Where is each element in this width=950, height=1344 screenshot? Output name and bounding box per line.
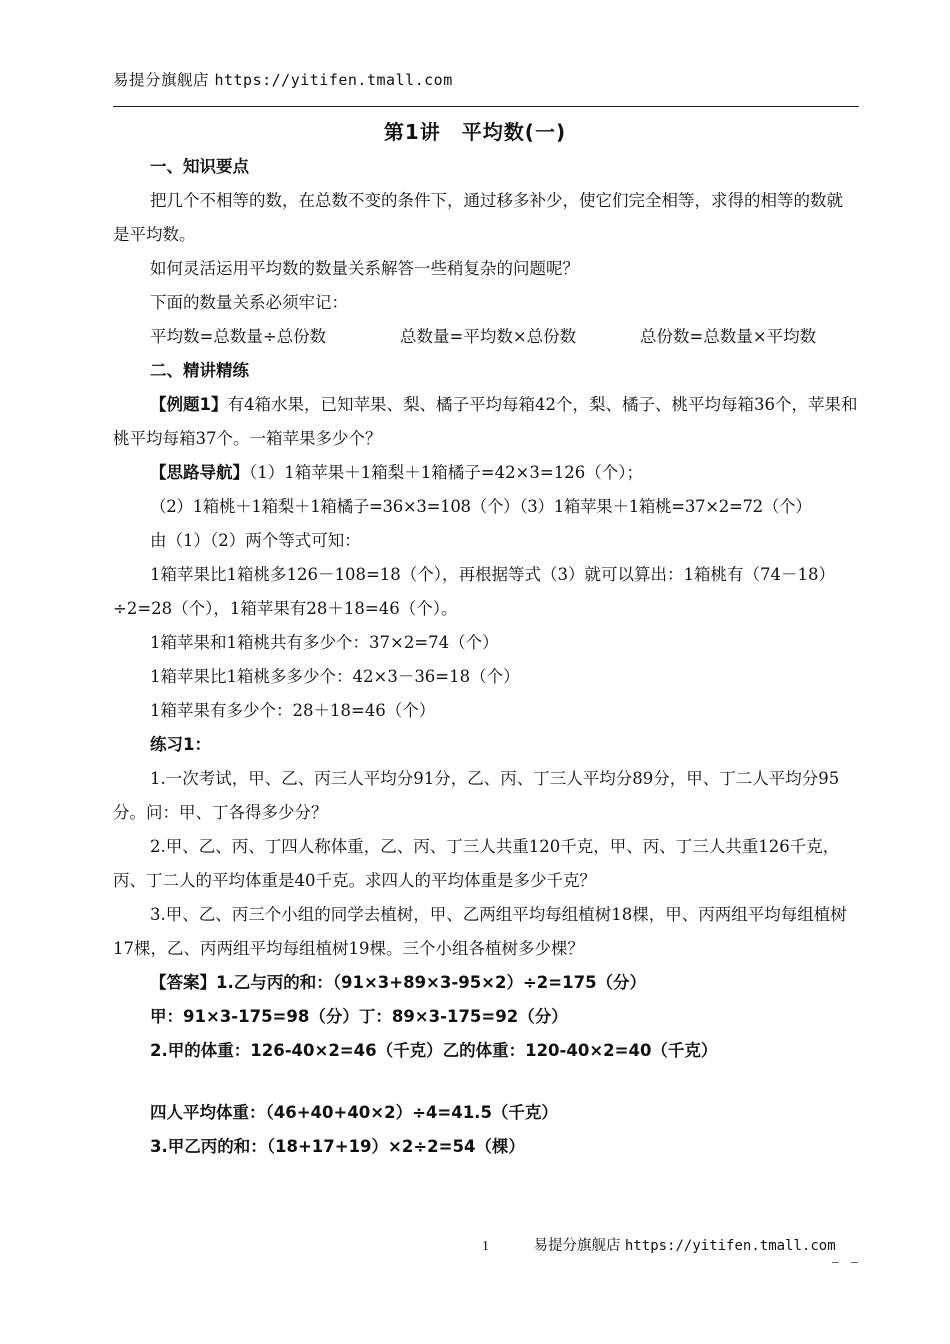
answer-label: 【答案】 [150, 973, 216, 992]
footer-mark-left [832, 1262, 839, 1263]
blank-line [113, 1068, 859, 1096]
answer-line-3: 2.甲的体重：126-40×2=46（千克）乙的体重：120-40×2=40（千克） [150, 1041, 718, 1060]
answer-line-2: 甲：91×3-175=98（分）丁：89×3-175=92（分） [150, 1007, 568, 1026]
guide-line-6: 1箱苹果比1箱桃多多少个：42×3－36=18（个） [150, 667, 520, 686]
header-url: https://yitifen.tmall.com [214, 71, 453, 89]
practice-heading: 二、精讲精练 [150, 361, 249, 380]
answer-line-4: 四人平均体重：（46+40+40×2）÷4=41.5（千克） [150, 1103, 558, 1122]
example-1-text: 有4箱水果，已知苹果、梨、橘子平均每箱42个，梨、橘子、桃平均每箱36个，苹果和桃平均每箱37个。一箱苹果多少个？ [113, 395, 858, 448]
page-number: 1 [482, 1239, 489, 1254]
document-body [113, 150, 859, 1164]
exercise-question-1: 1.一次考试，甲、乙、丙三人平均分91分，乙、丙、丁三人平均分89分，甲、丁二人平均分95分。问：甲、丁各得多少分？ [113, 769, 840, 822]
page-footer [482, 1234, 836, 1255]
answer-line-5: 3.甲乙丙的和：（18+17+19）×2÷2=54（棵） [150, 1137, 525, 1156]
formula-total: 总数量=平均数×总份数 [400, 327, 577, 346]
knowledge-paragraph-3: 下面的数量关系必须牢记： [150, 293, 348, 312]
guide-line-2: （2）1箱桃＋1箱梨＋1箱橘子=36×3=108（个）（3）1箱苹果＋1箱桃=37×2=72（个） [150, 497, 812, 516]
knowledge-paragraph-2: 如何灵活运用平均数的数量关系解答一些稍复杂的问题呢？ [150, 259, 579, 278]
knowledge-heading: 一、知识要点 [150, 157, 249, 176]
page-header [113, 68, 453, 90]
answer-line-1 [113, 966, 859, 1000]
knowledge-paragraph-1: 把几个不相等的数，在总数不变的条件下，通过移多补少，使它们完全相等，求得的相等的数就是平均数。 [113, 191, 843, 244]
answer-text-1: 1.乙与丙的和：（91×3+89×3-95×2）÷2=175（分） [216, 973, 647, 992]
footer-url: https://yitifen.tmall.com [624, 1238, 836, 1254]
footer-mark-right [851, 1262, 858, 1263]
guide-text-1: （1）1箱苹果＋1箱梨＋1箱橘子=42×3=126（个）； [249, 463, 643, 482]
formula-parts: 总份数=总数量×平均数 [640, 327, 817, 346]
page-title: 第1讲 平均数(一) [383, 120, 567, 144]
formula-average: 平均数=总数量÷总份数 [150, 327, 327, 346]
guide-line-7: 1箱苹果有多少个：28＋18=46（个） [150, 701, 436, 720]
guide-label: 【思路导航】 [150, 463, 249, 482]
formula-row [113, 320, 859, 354]
guide-line-1 [113, 456, 859, 490]
header-shop-name: 易提分旗舰店 [113, 71, 210, 89]
guide-line-5: 1箱苹果和1箱桃共有多少个：37×2=74（个） [150, 633, 499, 652]
exercise-question-3: 3.甲、乙、丙三个小组的同学去植树，甲、乙两组平均每组植树18棵，甲、丙两组平均每组植树17棵，乙、丙两组平均每组植树19棵。三个小组各植树多少棵？ [113, 905, 847, 958]
guide-line-4: 1箱苹果比1箱桃多126－108=18（个），再根据等式（3）就可以算出：1箱桃有（74－18）÷2=28（个），1箱苹果有28＋18=46（个）。 [113, 565, 836, 618]
exercise-1-heading: 练习1： [150, 735, 211, 754]
example-1-label: 【例题1】 [150, 395, 228, 414]
example-1 [113, 388, 859, 456]
footer-shop-name: 易提分旗舰店 [533, 1238, 621, 1254]
guide-line-3: 由（1）（2）两个等式可知： [150, 531, 361, 550]
exercise-question-2: 2.甲、乙、丙、丁四人称体重，乙、丙、丁三人共重120千克，甲、丙、丁三人共重126千克，丙、丁二人的平均体重是40千克。求四人的平均体重是多少千克？ [113, 837, 840, 890]
header-divider [113, 106, 859, 107]
